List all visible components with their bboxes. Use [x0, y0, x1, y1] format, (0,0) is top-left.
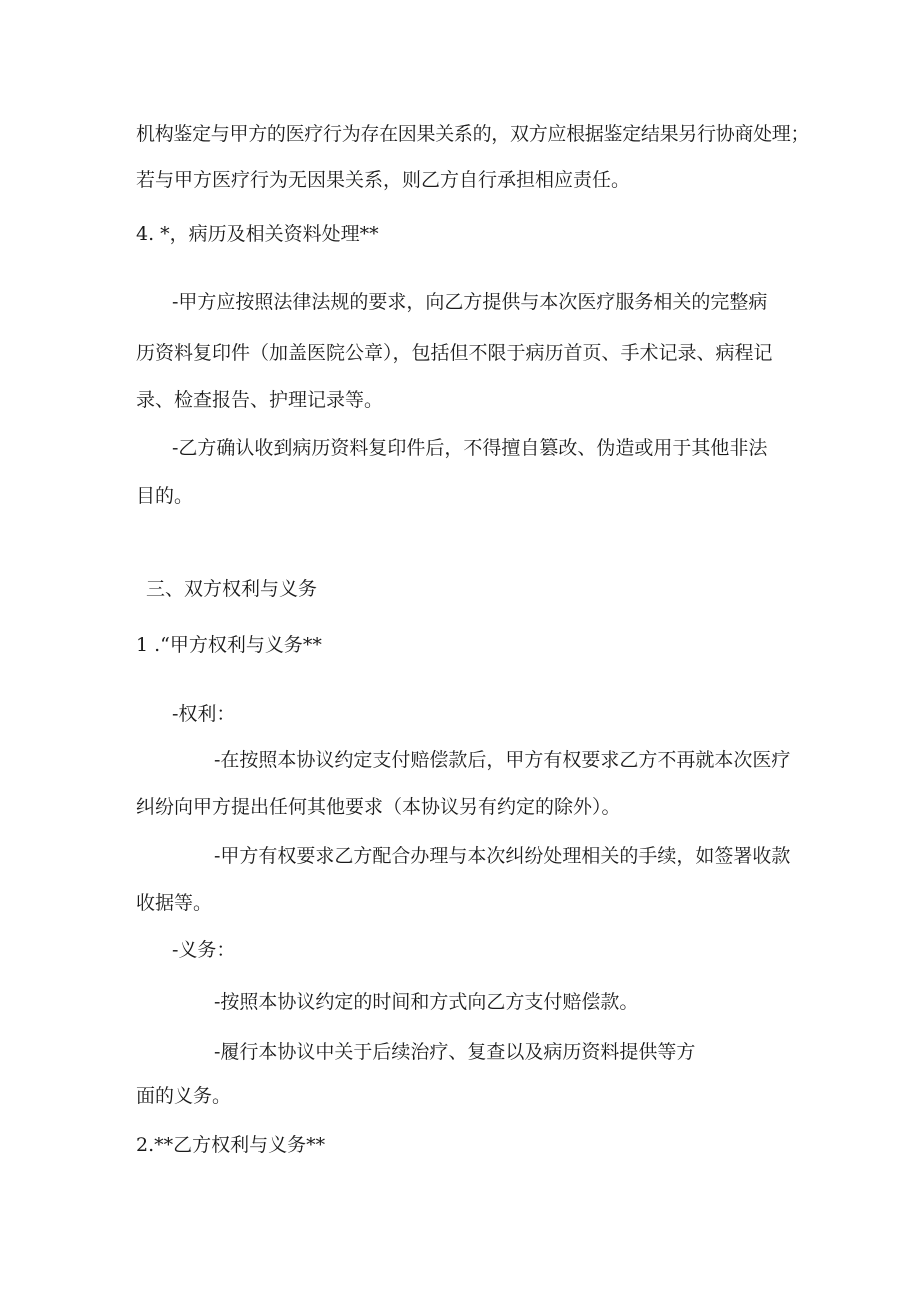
- paragraph-line: 纠纷向甲方提出任何其他要求（本协议另有约定的除外）。: [136, 796, 621, 818]
- paragraph-line: 历资料复印件（加盖医院公章），包括但不限于病历首页、手术记录、病程记: [136, 342, 773, 364]
- paragraph-line: 收据等。: [136, 892, 213, 914]
- paragraph-line: 若与甲方医疗行为无因果关系，则乙方自行承担相应责任。: [136, 169, 631, 191]
- paragraph-line: 面的义务。: [136, 1085, 232, 1107]
- paragraph-line: -甲方应按照法律法规的要求，向乙方提供与本次医疗服务相关的完整病: [172, 291, 768, 313]
- paragraph-line: -甲方有权要求乙方配合办理与本次纠纷处理相关的手续，如签署收款: [214, 845, 791, 867]
- paragraph-line: 录、检查报告、护理记录等。: [136, 389, 384, 411]
- section-heading: 4. *，病历及相关资料处理**: [136, 223, 379, 245]
- chapter-heading: 三、双方权利与义务: [146, 578, 318, 600]
- subheading-rights: -权利：: [172, 703, 236, 725]
- subheading-obligations: -义务：: [172, 939, 236, 961]
- paragraph-line: -在按照本协议约定支付赔偿款后，甲方有权要求乙方不再就本次医疗: [214, 749, 791, 771]
- section-heading: 1 .“甲方权利与义务**: [136, 634, 322, 656]
- paragraph-line: -乙方确认收到病历资料复印件后，不得擅自篡改、伪造或用于其他非法: [172, 437, 768, 459]
- paragraph-line: 目的。: [136, 485, 194, 507]
- section-heading: 2.**乙方权利与义务**: [136, 1134, 326, 1156]
- paragraph-line: 机构鉴定与甲方的医疗行为存在因果关系的，双方应根据鉴定结果另行协商处理；: [136, 123, 810, 145]
- paragraph-line: -按照本协议约定的时间和方式向乙方支付赔偿款。: [214, 991, 639, 1013]
- paragraph-line: -履行本协议中关于后续治疗、复查以及病历资料提供等方: [214, 1041, 696, 1063]
